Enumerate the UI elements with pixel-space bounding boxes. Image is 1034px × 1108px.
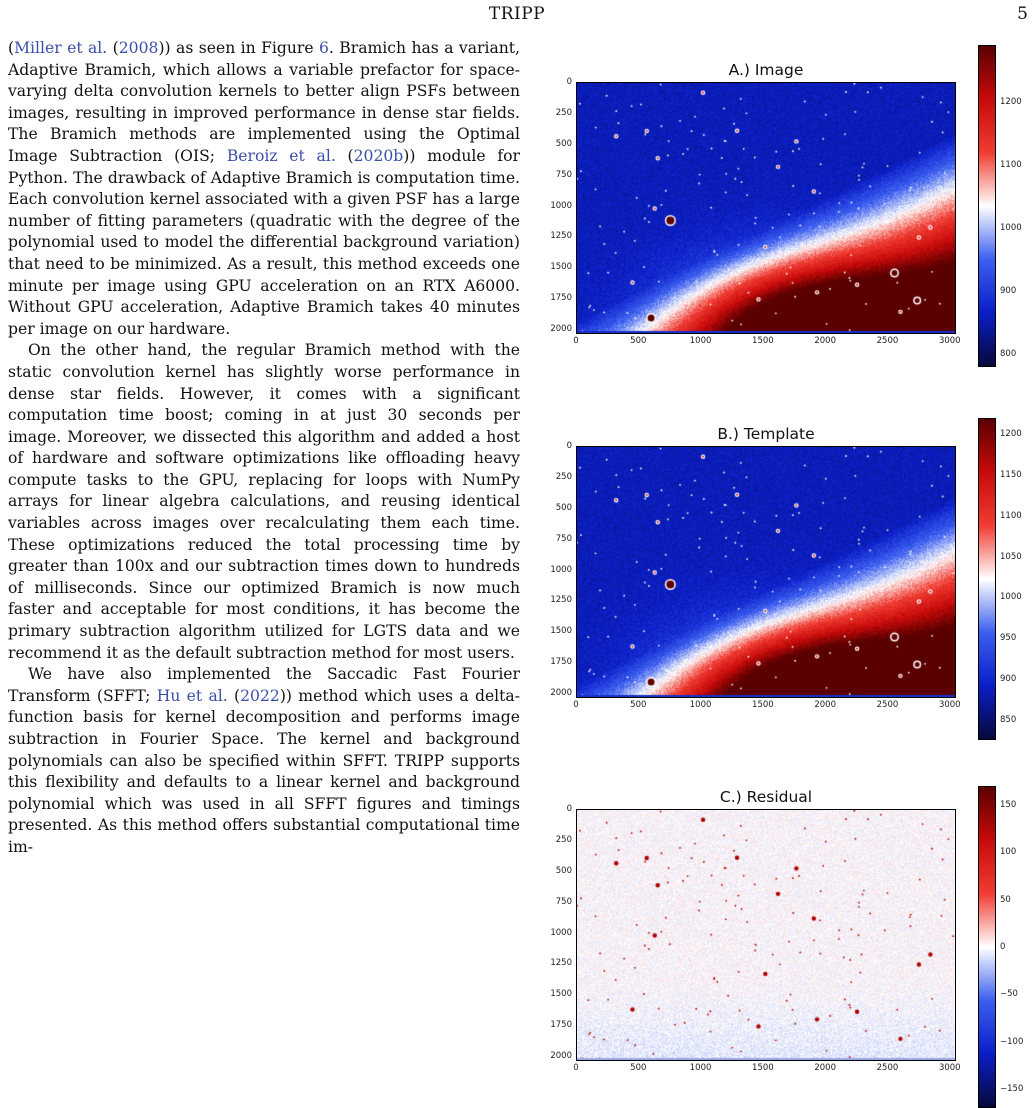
y-tick-label: 0 (566, 441, 572, 451)
x-tick-label: 1500 (752, 336, 774, 346)
x-tick-label: 500 (630, 1063, 647, 1073)
panel-title: B.) Template (717, 425, 815, 443)
x-tick-label: 3000 (938, 700, 961, 710)
colorbar-tick-label: −150 (1000, 1084, 1024, 1095)
x-tick-label: 3000 (938, 1063, 961, 1073)
colorbar-tick-label: 150 (1000, 799, 1017, 810)
colorbar (978, 45, 996, 367)
x-tick-label: 2500 (876, 700, 899, 710)
colorbar (978, 418, 996, 740)
y-tick-label: 1750 (550, 1020, 572, 1031)
y-tick-label: 750 (555, 169, 572, 180)
x-tick-label: 1000 (689, 1063, 712, 1073)
y-tick-label: 1500 (550, 989, 572, 1000)
colorbar-tick-label: 950 (1000, 633, 1017, 644)
colorbar-tick-label: 1100 (1000, 159, 1022, 170)
citation-link[interactable]: Hu et al. (156, 686, 228, 705)
x-tick-label: 2000 (814, 700, 836, 710)
colorbar-tick-label: 100 (1000, 847, 1017, 858)
colorbar-tick-label: 1200 (1000, 429, 1022, 440)
x-tick-label: 2000 (814, 1063, 836, 1073)
x-tick-label: 1500 (752, 1063, 774, 1073)
colorbar-tick-label: 1050 (1000, 551, 1022, 562)
y-tick-label: 1250 (550, 231, 572, 242)
y-tick-label: 250 (555, 834, 572, 845)
colorbar-tick-label: 1150 (1000, 470, 1022, 481)
panel-title: C.) Residual (719, 788, 813, 806)
colorbar-tick-label: 1000 (1000, 592, 1022, 603)
colorbar-tick-label: −100 (1000, 1036, 1024, 1047)
text-run: ( (8, 39, 15, 57)
x-tick-label: 0 (573, 1063, 579, 1073)
text-run: We have also implemented the Saccadic Fast Fourier Transform (SFFT; (8, 665, 520, 705)
y-tick-label: 250 (555, 107, 572, 118)
x-tick-label: 2000 (814, 336, 836, 346)
running-header (0, 4, 1034, 28)
text-run: ( (227, 686, 241, 705)
y-tick-label: 500 (555, 865, 572, 876)
x-tick-label: 3000 (938, 336, 961, 346)
y-tick-label: 0 (566, 804, 572, 814)
y-tick-label: 500 (555, 502, 572, 513)
text-run: On the other hand, the regular Bramich method with the static convolution kernel has slightly worse performance in dense star fields. However, it comes with a significant computation time boost; coming in at just 30 seconds per image. Moreover, we dissected this algorithm and added a host of hardware and software optimizations like offloading heavy compute tasks to the GPU, replacing for loops with NumPy arrays for linear algebra calculations, and reusing identical variables across images over recalculating them each time. These optimizations reduced the total processing time by greater than 100x and our subtraction times down to hundreds of milliseconds. Since our optimized Bramich is now much faster and acceptable for most conditions, it has become the primary subtraction algorithm utilized for LGTS data and we recommend it as the default subtraction method for most users. (8, 341, 520, 662)
citation-link[interactable]: 2008 (118, 39, 159, 57)
citation-link[interactable]: 2022 (240, 686, 280, 705)
y-tick-label: 1500 (550, 626, 572, 637)
colorbar-tick-label: 1000 (1000, 223, 1022, 234)
body-text-column (8, 38, 520, 859)
y-tick-label: 1500 (550, 262, 572, 273)
y-tick-label: 1000 (550, 200, 572, 211)
paragraph (8, 38, 520, 340)
colorbar-tick-label: 0 (1000, 942, 1006, 952)
page-number: 5 (1017, 4, 1028, 24)
sky-image (576, 82, 956, 334)
x-tick-label: 500 (630, 700, 647, 710)
x-tick-label: 1000 (689, 700, 712, 710)
text-run: )) method which uses a delta-function basis for kernel decomposition and performs image subtraction in Fourier Space. The kernel and background polynomials can also be specified within SFFT. TRIPP supports this flexibility and defaults to a linear kernel and background polynomial which was used in all SFFT figures and timings presented. As this method offers substantial computational time im- (8, 686, 520, 856)
citation-link[interactable]: Miller et al. (14, 39, 108, 57)
y-tick-label: 750 (555, 533, 572, 544)
x-tick-label: 500 (630, 336, 647, 346)
residual-image (576, 809, 956, 1061)
colorbar-tick-label: 900 (1000, 286, 1017, 297)
running-title: TRIPP (488, 4, 546, 24)
text-run: . Bramich has a variant, Adaptive Bramich, which allows a variable prefactor for space-varying delta convolution kernels to better align PSFs between images, resulting in improved performance in dense star fields. The Bramich methods are implemented using the Optimal Image Subtraction (OIS; (8, 39, 521, 165)
colorbar-tick-label: 900 (1000, 673, 1017, 684)
colorbar (978, 786, 996, 1108)
colorbar-tick-label: −50 (1000, 989, 1018, 1000)
x-tick-label: 2500 (876, 336, 899, 346)
y-tick-label: 250 (555, 471, 572, 482)
citation-link[interactable]: Beroiz et al. (226, 146, 336, 165)
colorbar-tick-label: 1100 (1000, 510, 1022, 521)
y-tick-label: 2000 (550, 1051, 572, 1062)
citation-link[interactable]: 2020b (353, 146, 404, 165)
paragraph (8, 664, 520, 858)
y-tick-label: 1250 (550, 595, 572, 606)
colorbar-tick-label: 50 (1000, 894, 1011, 905)
y-tick-label: 1000 (550, 564, 572, 575)
y-tick-label: 1750 (550, 657, 572, 668)
x-tick-label: 0 (573, 336, 579, 346)
text-run: ( (107, 39, 119, 57)
colorbar-tick-label: 800 (1000, 349, 1017, 360)
x-tick-label: 2500 (876, 1063, 899, 1073)
sky-image (576, 446, 956, 698)
colorbar-tick-label: 1200 (1000, 96, 1022, 107)
paragraph (8, 340, 520, 664)
panel-title: A.) Image (728, 61, 804, 79)
y-tick-label: 2000 (550, 324, 572, 335)
text-run: )) as seen in Figure (158, 39, 319, 57)
y-tick-label: 1250 (550, 958, 572, 969)
y-tick-label: 1000 (550, 927, 572, 938)
y-tick-label: 500 (555, 138, 572, 149)
x-tick-label: 0 (573, 700, 579, 710)
citation-link[interactable]: 6 (319, 39, 329, 57)
y-tick-label: 2000 (550, 688, 572, 699)
y-tick-label: 0 (566, 77, 572, 87)
colorbar-tick-label: 850 (1000, 714, 1017, 725)
y-tick-label: 1750 (550, 293, 572, 304)
text-run: ( (335, 146, 354, 165)
text-run: )) module for Python. The drawback of Adaptive Bramich is computation time. Each convolution kernel associated with a given PSF has a large number of fitting parameters (quadratic with the degree of the polynomial used to model the differential background variation) that need to be minimized. As a result, this method exceeds one minute per image using GPU acceleration on an RTX A6000. Without GPU acceleration, Adaptive Bramich takes 40 minutes per image on our hardware. (8, 146, 520, 338)
x-tick-label: 1500 (752, 700, 774, 710)
y-tick-label: 750 (555, 896, 572, 907)
x-tick-label: 1000 (689, 336, 712, 346)
